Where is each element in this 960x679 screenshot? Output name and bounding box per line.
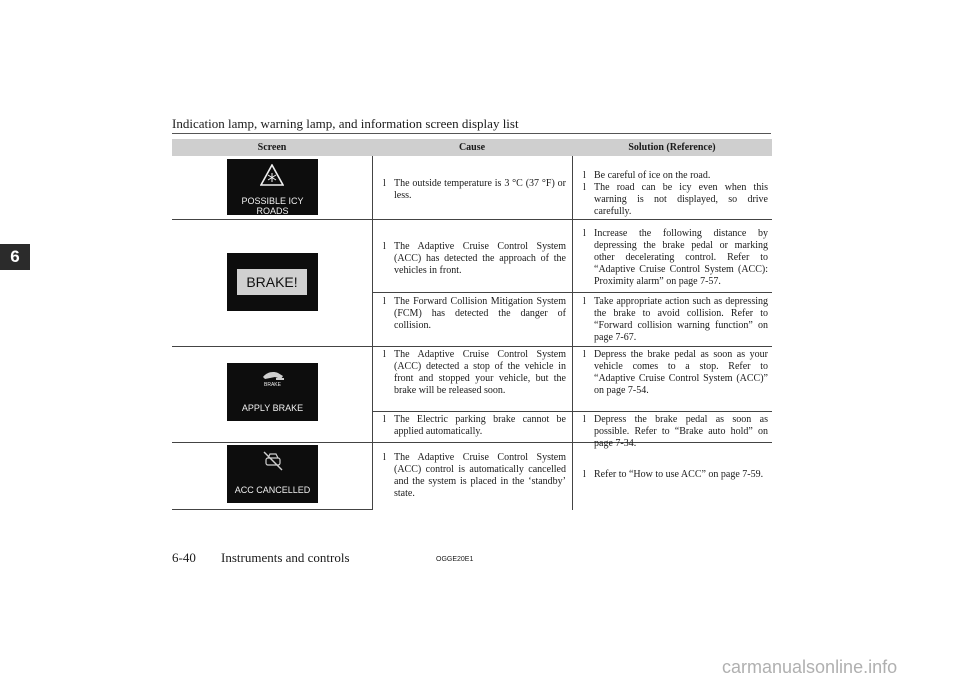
brake-label-box [237, 269, 307, 295]
cause-text: The Adaptive Cruise Control System (ACC) has detected the approach of the vehicles in front. [394, 241, 566, 276]
screen-apply-brake [227, 363, 318, 421]
solution-cell [583, 170, 768, 218]
solution-cell [583, 228, 768, 288]
bullet-icon: l [583, 349, 586, 360]
footer-page-number: 6-40 [172, 550, 196, 565]
screen-text: POSSIBLE ICY ROADS [241, 196, 304, 216]
solution-text: Depress the brake pedal as soon as your vehicle comes to a stop. Refer to “Adaptive Cruise Control System (ACC)” on page 7-54. [594, 349, 768, 396]
footer-section-title: Instruments and controls [221, 550, 350, 565]
row-separator [172, 219, 772, 220]
bullet-icon: l [383, 349, 386, 360]
column-separator [572, 156, 573, 510]
cause-text: The Electric parking brake cannot be applied automatically. [394, 414, 566, 437]
cause-cell [383, 414, 566, 438]
solution-text: Increase the following distance by depressing the brake pedal or marking other decelerating control. Refer to “Adaptive Cruise Control System (ACC): Proximity alarm” on page 7-57. [594, 228, 768, 287]
bullet-icon: l [383, 178, 386, 189]
solution-cell [583, 469, 768, 481]
chapter-tab: 6 [0, 244, 30, 270]
bullet-icon: l [583, 296, 586, 307]
cause-cell [383, 241, 566, 277]
column-header-cause: Cause [458, 142, 486, 153]
solution-cell [583, 349, 768, 397]
cause-cell [383, 452, 566, 500]
cause-text: The Forward Collision Mitigation System (FCM) has detected the danger of collision. [394, 296, 566, 331]
screen-text: APPLY BRAKE [241, 403, 304, 413]
screen-text: ACC CANCELLED [234, 485, 311, 495]
table-header [172, 139, 772, 156]
solution-text: Depress the brake pedal as soon as possible. Refer to “Brake auto hold” on page 7-34. [594, 414, 768, 449]
table-body [172, 156, 772, 510]
solution-cell [583, 414, 768, 450]
screen-text: BRAKE! [246, 274, 298, 290]
header-rule [172, 133, 771, 134]
cause-cell [383, 296, 566, 332]
display-list-table [172, 139, 772, 510]
row-separator [372, 292, 772, 293]
bullet-icon: l [383, 414, 386, 425]
bullet-icon: l [583, 228, 586, 239]
solution-text: The road can be icy even when this warning is not displayed, so drive carefully. [594, 182, 768, 217]
column-header-screen: Screen [257, 142, 287, 153]
footer-doc-code: OGGE20E1 [436, 556, 474, 563]
column-header-solution: Solution (Reference) [628, 142, 716, 153]
bullet-icon: l [583, 182, 586, 193]
solution-text: Refer to “How to use ACC” on page 7-59. [594, 469, 764, 480]
acc-cancelled-icon [260, 450, 286, 472]
screen-brake [227, 253, 318, 311]
cause-cell [383, 349, 566, 397]
column-separator [372, 156, 373, 510]
cause-text: The outside temperature is 3 °C (37 °F) or less. [394, 178, 566, 201]
row-separator [172, 346, 772, 347]
bullet-icon: l [583, 170, 586, 181]
bullet-icon: l [583, 469, 586, 480]
cause-text: The Adaptive Cruise Control System (ACC) control is automatically cancelled and the system is placed in the ‘standby’ state. [394, 452, 566, 499]
cause-text: The Adaptive Cruise Control System (ACC) detected a stop of the vehicle in front and stopped your vehicle, but the brake will be released soon. [394, 349, 566, 396]
screen-possible-icy-roads [227, 159, 318, 215]
screen-acc-cancelled [227, 445, 318, 503]
bullet-icon: l [383, 296, 386, 307]
solution-text: Take appropriate action such as depressing the brake to avoid collision. Refer to “Forward collision warning function” on page 7-67. [594, 296, 768, 343]
watermark: carmanualsonline.info [722, 657, 898, 677]
page-header-title: Indication lamp, warning lamp, and information screen display list [172, 116, 519, 131]
row-separator [372, 411, 772, 412]
cause-cell [383, 178, 566, 202]
bullet-icon: l [583, 414, 586, 425]
solution-cell [583, 296, 768, 344]
solution-text: Be careful of ice on the road. [594, 170, 711, 181]
foot-on-pedal-icon [261, 368, 285, 382]
screen-small-text: BRAKE [264, 382, 281, 388]
row-separator [172, 509, 372, 510]
bullet-icon: l [383, 241, 386, 252]
snowflake-warning-icon [260, 164, 284, 186]
bullet-icon: l [383, 452, 386, 463]
